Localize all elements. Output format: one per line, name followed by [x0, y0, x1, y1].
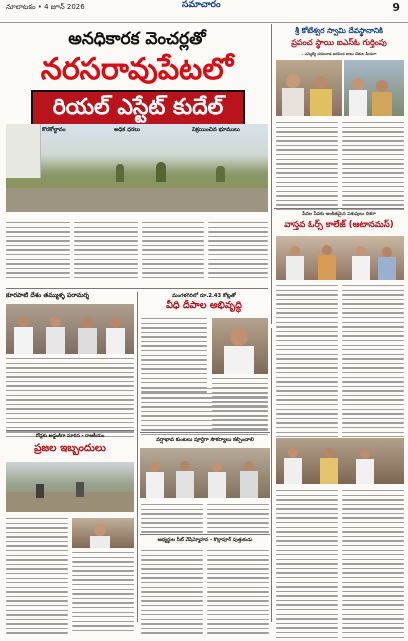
lead-bullets [42, 124, 268, 138]
bottom-center-title: అభ్యర్థుల సీట్ వేషేమ్మోహన - కొల్లాపూర్ పుత్తుకుడు [157, 538, 253, 543]
lead-bullet-1: కొరకోల్డానం [42, 127, 66, 133]
right-top-title-1: శ్రీ కోటేశ్వర స్వామి దేవస్థానానికి [295, 26, 383, 35]
right-mid-photo [276, 236, 404, 280]
center-mid-title: వీధి దీపాల అభివృద్ధి [166, 300, 242, 311]
lead-banner-1: అనధికారక వెంచర్లతో [68, 29, 206, 49]
left-low-body-1 [6, 518, 68, 637]
center-low-title: వర్షాభావ కుంటలు పూర్తిగా సౌకర్యాలు కల్పించాలి [156, 437, 254, 443]
center-low-body-2 [207, 504, 269, 536]
center-mid-photo [212, 318, 268, 374]
header-masthead: సమాచారం [182, 0, 221, 10]
page-header [0, 0, 408, 23]
left-low-body-2 [72, 552, 134, 634]
right-low-body-1 [276, 490, 338, 641]
right-top-title-2: ప్రపంచ స్థాయి ఐఎస్ఓ గుర్తింపు [291, 38, 387, 47]
lead-bullet-3: విక్రయించిన భూములు [192, 127, 240, 133]
right-low-body-2 [342, 490, 404, 641]
right-mid-kicker: పేదల సేవకు అంకితమైన పశువులు దిశగా [302, 212, 376, 217]
page-number: 9 [392, 1, 400, 14]
lead-body-col-2 [74, 222, 138, 282]
left-mid-body [6, 358, 134, 440]
right-top-photo-1 [276, 60, 342, 116]
center-mid-kicker: మంగళగిరిలో రూ.2.43 కోట్లతో [172, 293, 236, 299]
right-low-photo [276, 438, 404, 484]
right-mid-body-1 [276, 285, 338, 450]
right-mid-title: వాస్తవ ఓర్స్ కాలేజ్ (ఆటానమస్) [284, 220, 394, 230]
center-right-body [212, 378, 268, 433]
right-top-body-1 [276, 122, 338, 214]
lead-body-col-3 [142, 222, 204, 282]
header-date: నూలాటకం • 4 జూన్ 2026 [6, 3, 85, 11]
center-mid-body-1 [141, 318, 207, 396]
center-low-body-1 [141, 504, 203, 536]
left-mid-title: కూరపాటి దేశం తమ్ముళ్ళ పరామర్శ [6, 292, 89, 299]
left-mid-photo [6, 304, 134, 354]
lead-body-col-1 [6, 222, 70, 282]
bottom-center-body-2 [207, 550, 269, 637]
lead-bullet-2: అధిక ధరలు [114, 127, 141, 133]
left-low-inset-photo [72, 518, 134, 548]
lead-banner-2: నరసరావుపేటలో [40, 52, 234, 87]
lead-body-col-4 [208, 222, 268, 282]
left-low-photo [6, 462, 134, 512]
lead-story [6, 26, 268, 216]
right-top-body-2 [342, 122, 404, 214]
left-low-title: ప్రజల ఇబ్బందులు [34, 442, 106, 454]
left-low-kicker: రోడ్లకు అడ్డంకిగా మారిన - రాజకీయం [35, 434, 105, 439]
right-top-photo-2 [344, 60, 404, 116]
right-top-subtitle: – ఎమ్మెల్యే చదలవాడ అరవింద బాబు చేతుల మీదుగా [301, 52, 377, 56]
bottom-center-body-1 [141, 550, 203, 637]
center-low-photo [140, 448, 270, 498]
lead-banner-3: రియల్ ఎస్టేట్ కుదేల్ [31, 90, 245, 126]
right-mid-body-2 [342, 285, 404, 450]
